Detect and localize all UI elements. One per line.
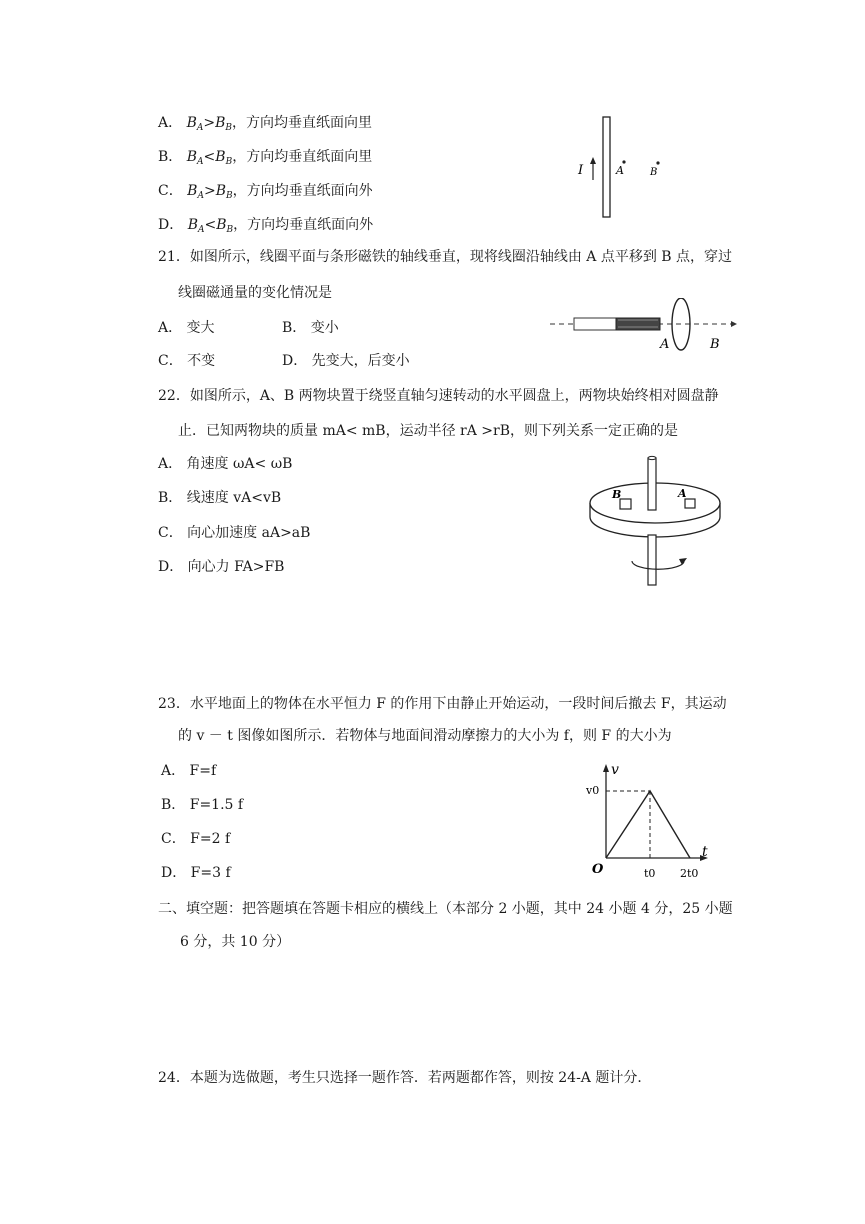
shaft-top [648, 458, 656, 510]
current-label: I [578, 163, 584, 178]
q21-stem-line2: 线圈磁通量的变化情况是 [178, 285, 332, 301]
block-b [620, 499, 631, 509]
y-axis-label: v [611, 762, 619, 778]
point-b-label: B [710, 337, 720, 352]
q22-option-b: B． 线速度 vA<vB [158, 490, 282, 506]
q23-stem-line2: 的 v － t 图像如图所示．若物体与地面间滑动摩擦力的大小为 f，则 F 的大小为 [178, 728, 672, 744]
point-b-label: B [650, 167, 658, 178]
q22-turntable-figure [588, 455, 723, 590]
rotation-arrow [632, 561, 684, 569]
q23-option-c: C． F=2 f [161, 831, 231, 847]
q22-option-a: A． 角速度 ωA< ωB [158, 456, 293, 472]
v0-label: v0 [586, 784, 600, 797]
q22-option-c: C． 向心加速度 aA>aB [158, 525, 311, 541]
point-a-label: A [660, 337, 670, 352]
block-b-label: B [612, 488, 622, 501]
axis-arrow-head [731, 321, 737, 327]
wire [603, 117, 610, 217]
q23-option-a: A． F=f [161, 763, 217, 779]
block-a [685, 499, 695, 508]
q23-stem-line1: 23．水平地面上的物体在水平恒力 F 的作用下由静止开始运动，一段时间后撤去 F，其运动 [158, 696, 727, 712]
q21-magnet-coil-figure [548, 298, 738, 356]
q23-option-d: D． F=3 f [161, 865, 231, 881]
q22-option-d: D． 向心力 FA>FB [158, 559, 285, 575]
q22-stem-line1: 22．如图所示，A、B 两物块置于绕竖直轴匀速转动的水平圆盘上，两物块始终相对圆盘静 [158, 388, 719, 404]
q21-option-d: D． 先变大，后变小 [282, 353, 410, 369]
2t0-label: 2t0 [680, 867, 699, 880]
q23-vt-graph [584, 760, 714, 882]
point-b-dot [656, 161, 659, 164]
q20-option-c: C． $B_A>B_B$，方向均垂直纸面向外 [158, 183, 373, 201]
magnet-left-half [574, 318, 616, 330]
q22-stem-line2: 止．已知两物块的质量 mA< mB，运动半径 rA >rB，则下列关系一定正确的是 [178, 423, 678, 439]
q23-option-b: B． F=1.5 f [161, 797, 244, 813]
q24-stem: 24．本题为选做题，考生只选择一题作答．若两题都作答，则按 24-A 题计分． [158, 1070, 652, 1086]
q21-option-c: C． 不变 [158, 353, 216, 369]
velocity-line [606, 791, 690, 858]
q21-stem-line1: 21．如图所示，线圈平面与条形磁铁的轴线垂直，现将线圈沿轴线由 A 点平移到 B 点，穿过 [158, 249, 733, 265]
q20-option-d: D． $B_A<B_B$，方向均垂直纸面向外 [158, 217, 374, 235]
origin-label: O [592, 862, 604, 877]
shaft-bottom [648, 535, 656, 585]
current-arrow-head [590, 157, 596, 164]
block-a-label: A [678, 487, 687, 500]
section2-line1: 二、填空题：把答题填在答题卡相应的横线上（本部分 2 小题，其中 24 小题 4 分，25 小题 [158, 901, 733, 917]
t0-label: t0 [644, 867, 656, 880]
point-a-label: A [616, 164, 624, 177]
q20-wire-figure [560, 112, 665, 220]
q20-option-a: A． $B_A>B_B$，方向均垂直纸面向里 [158, 115, 373, 133]
x-axis-label: t [702, 844, 708, 860]
q21-option-b: B． 变小 [282, 320, 339, 336]
q21-option-a: A． 变大 [158, 320, 215, 336]
q20-option-b: B． $B_A<B_B$，方向均垂直纸面向里 [158, 149, 373, 167]
section2-line2: 6 分，共 10 分） [180, 934, 291, 950]
